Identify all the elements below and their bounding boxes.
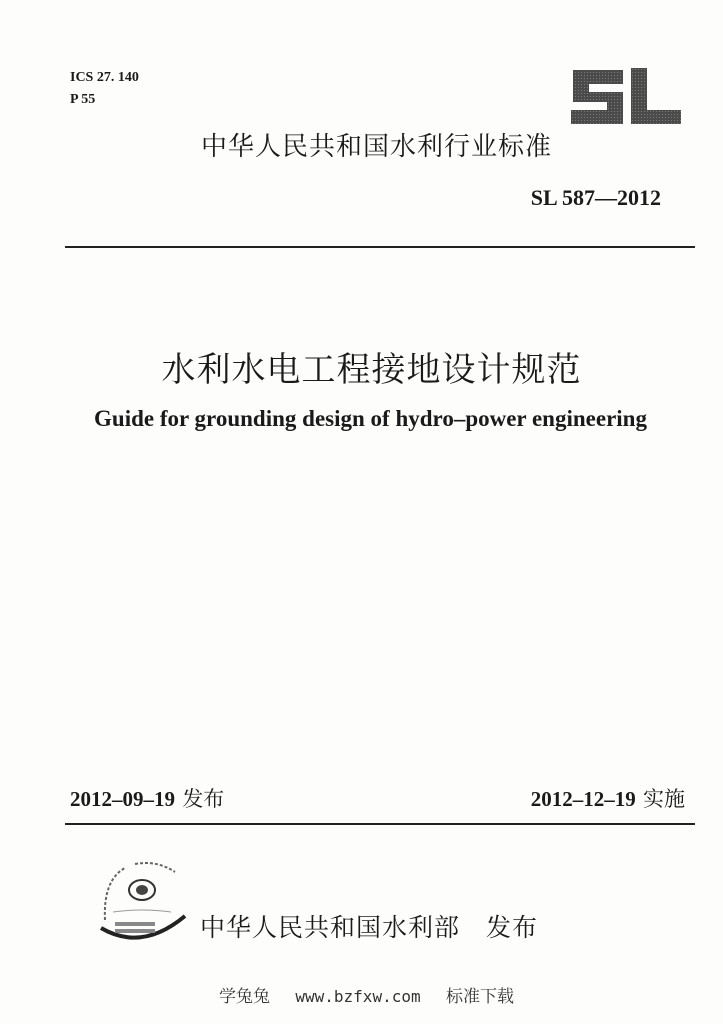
publisher-name: 中华人民共和国水利部 (200, 913, 461, 942)
site-url[interactable]: www.bzfxw.com (295, 987, 421, 1006)
issue-date: 2012–09–19 (70, 787, 175, 811)
watermark-footer (0, 982, 723, 1007)
title-chinese: 水利水电工程接地设计规范 (161, 350, 582, 390)
publisher-verb: 发布 (486, 913, 539, 942)
publisher-seal-icon (95, 850, 190, 950)
top-divider (65, 246, 695, 248)
site-tagline: 标准下载 (446, 987, 515, 1007)
site-name: 学兔兔 (218, 987, 270, 1007)
title-english: Guide for grounding design of hydro–power engineering (94, 406, 647, 431)
bottom-divider (65, 823, 695, 825)
ccs-code: P 55 (70, 92, 96, 107)
issue-label: 发布 (182, 787, 225, 811)
effective-label: 实施 (643, 787, 685, 811)
standard-category: 中华人民共和国水利行业标准 (200, 132, 552, 162)
effective-date: 2012–12–19 (530, 787, 636, 811)
ics-code: ICS 27. 140 (70, 70, 139, 85)
issue-date-block (70, 783, 224, 813)
effective-date-block (531, 783, 685, 813)
sl-logo (565, 62, 683, 132)
standard-code: SL 587—2012 (530, 185, 661, 210)
publisher-line (200, 908, 538, 944)
